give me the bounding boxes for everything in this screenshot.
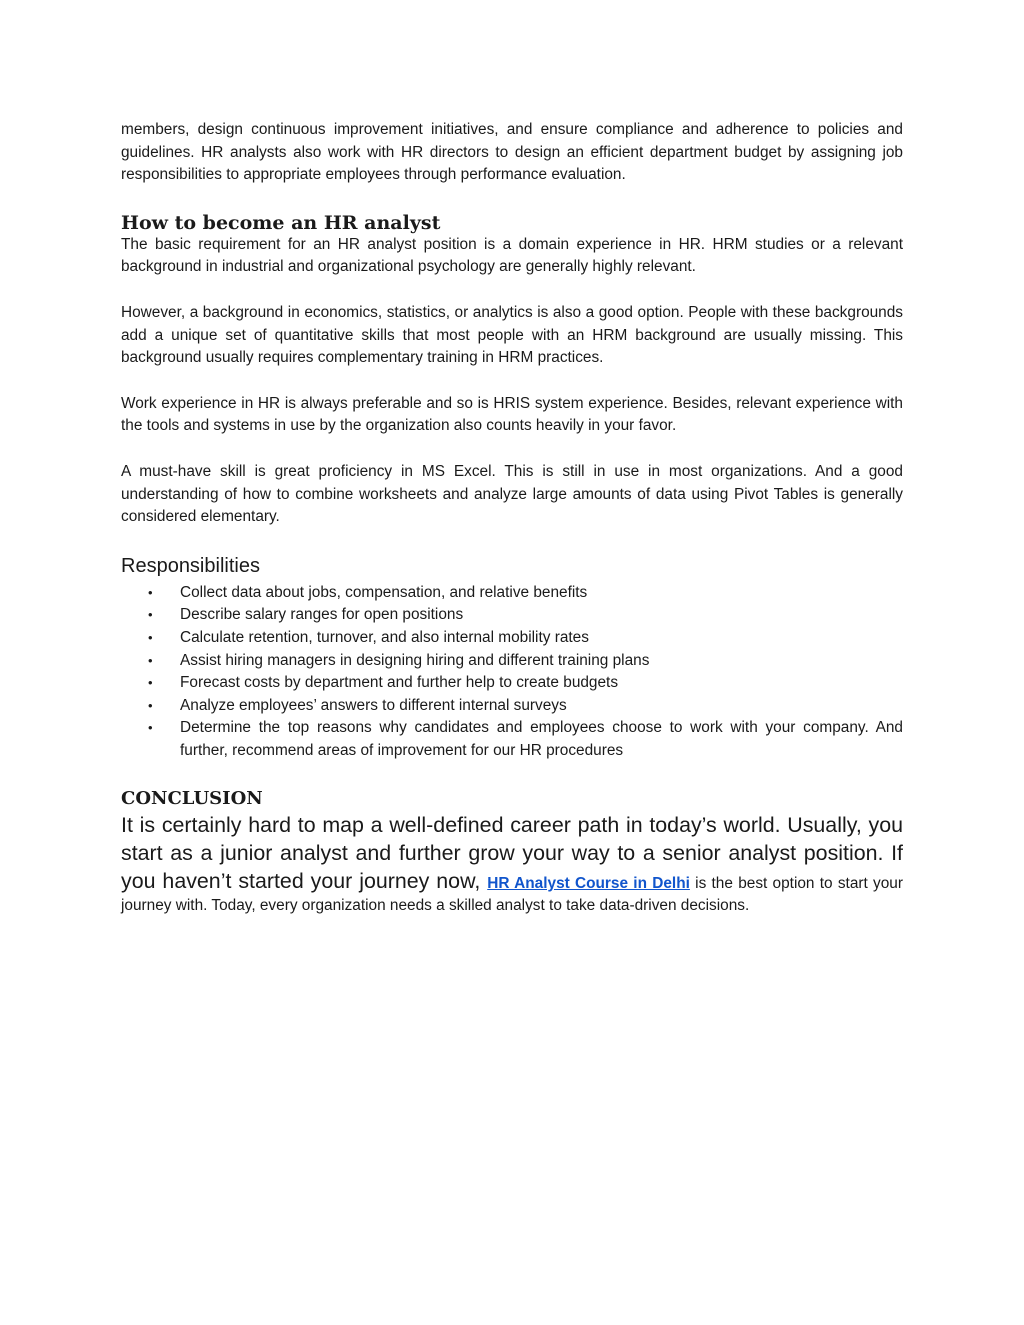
bullet-icon: • [148, 584, 153, 600]
section-heading-responsibilities: Responsibilities [121, 554, 260, 577]
section-heading-become: How to become an HR analyst [121, 211, 441, 234]
list-item [121, 695, 903, 718]
list-item-text: Forecast costs by department and further help to create budgets [180, 674, 619, 692]
list-item [121, 672, 903, 695]
list-item-text: Determine the top reasons why candidates and employees choose to work with your company. And further, recommend areas of improvement for our HR procedures [180, 719, 903, 759]
bullet-icon: • [148, 652, 153, 668]
become-paragraph-3: Work experience in HR is always preferable and so is HRIS system experience. Besides, relevant experience with the tools and systems in use by the organization also counts heavily in your favor. [121, 394, 903, 435]
list-item [121, 604, 903, 627]
conclusion-lead-text: It is certainly hard to map a well-defined career path in today’s world. Usually, you start as a junior analyst and further grow your way to a senior analyst position. If you haven’t started your journey now, [121, 813, 903, 893]
course-link[interactable]: HR Analyst Course in Delhi [487, 874, 690, 892]
section-heading-conclusion: CONCLUSION [121, 788, 263, 810]
list-item [121, 627, 903, 650]
intro-paragraph: members, design continuous improvement initiatives, and ensure compliance and adherence to policies and guidelines. HR analysts also work with HR directors to design an efficient department budget by assigning job responsibilities to appropriate employees through performance evaluation. [121, 121, 903, 184]
list-item-text: Assist hiring managers in designing hiring and different training plans [180, 651, 650, 669]
list-item-text: Analyze employees’ answers to different internal surveys [180, 696, 567, 714]
document-page [121, 119, 903, 918]
bullet-icon: • [148, 675, 153, 691]
bullet-icon: • [148, 720, 153, 736]
list-item-text: Collect data about jobs, compensation, and relative benefits [180, 583, 588, 601]
list-item-text: Calculate retention, turnover, and also internal mobility rates [180, 628, 589, 646]
conclusion-paragraph [121, 812, 903, 917]
become-paragraph-4: A must-have skill is great proficiency in MS Excel. This is still in use in most organizations. And a good understanding of how to combine worksheets and analyze large amounts of data using Pivot Tables is generally considered elementary. [121, 462, 903, 526]
become-paragraph-1: The basic requirement for an HR analyst position is a domain experience in HR. HRM studies or a relevant background in industrial and organizational psychology are generally highly relevant. [121, 235, 903, 276]
list-item [121, 582, 903, 605]
responsibilities-list [121, 582, 903, 763]
bullet-icon: • [148, 697, 153, 713]
list-item [121, 650, 903, 673]
list-item [121, 717, 903, 762]
bullet-icon: • [148, 607, 153, 623]
list-item-text: Describe salary ranges for open positions [180, 606, 464, 624]
bullet-icon: • [148, 629, 153, 645]
conclusion-tail-text: is the best option to start your journey with. Today, every organization needs a skilled analyst to take data-driven decisions. [121, 874, 903, 915]
become-paragraph-2: However, a background in economics, statistics, or analytics is also a good option. People with these backgrounds add a unique set of quantitative skills that most people with an HRM background are usually missing. This background usually requires complementary training in HRM practices. [121, 303, 903, 367]
